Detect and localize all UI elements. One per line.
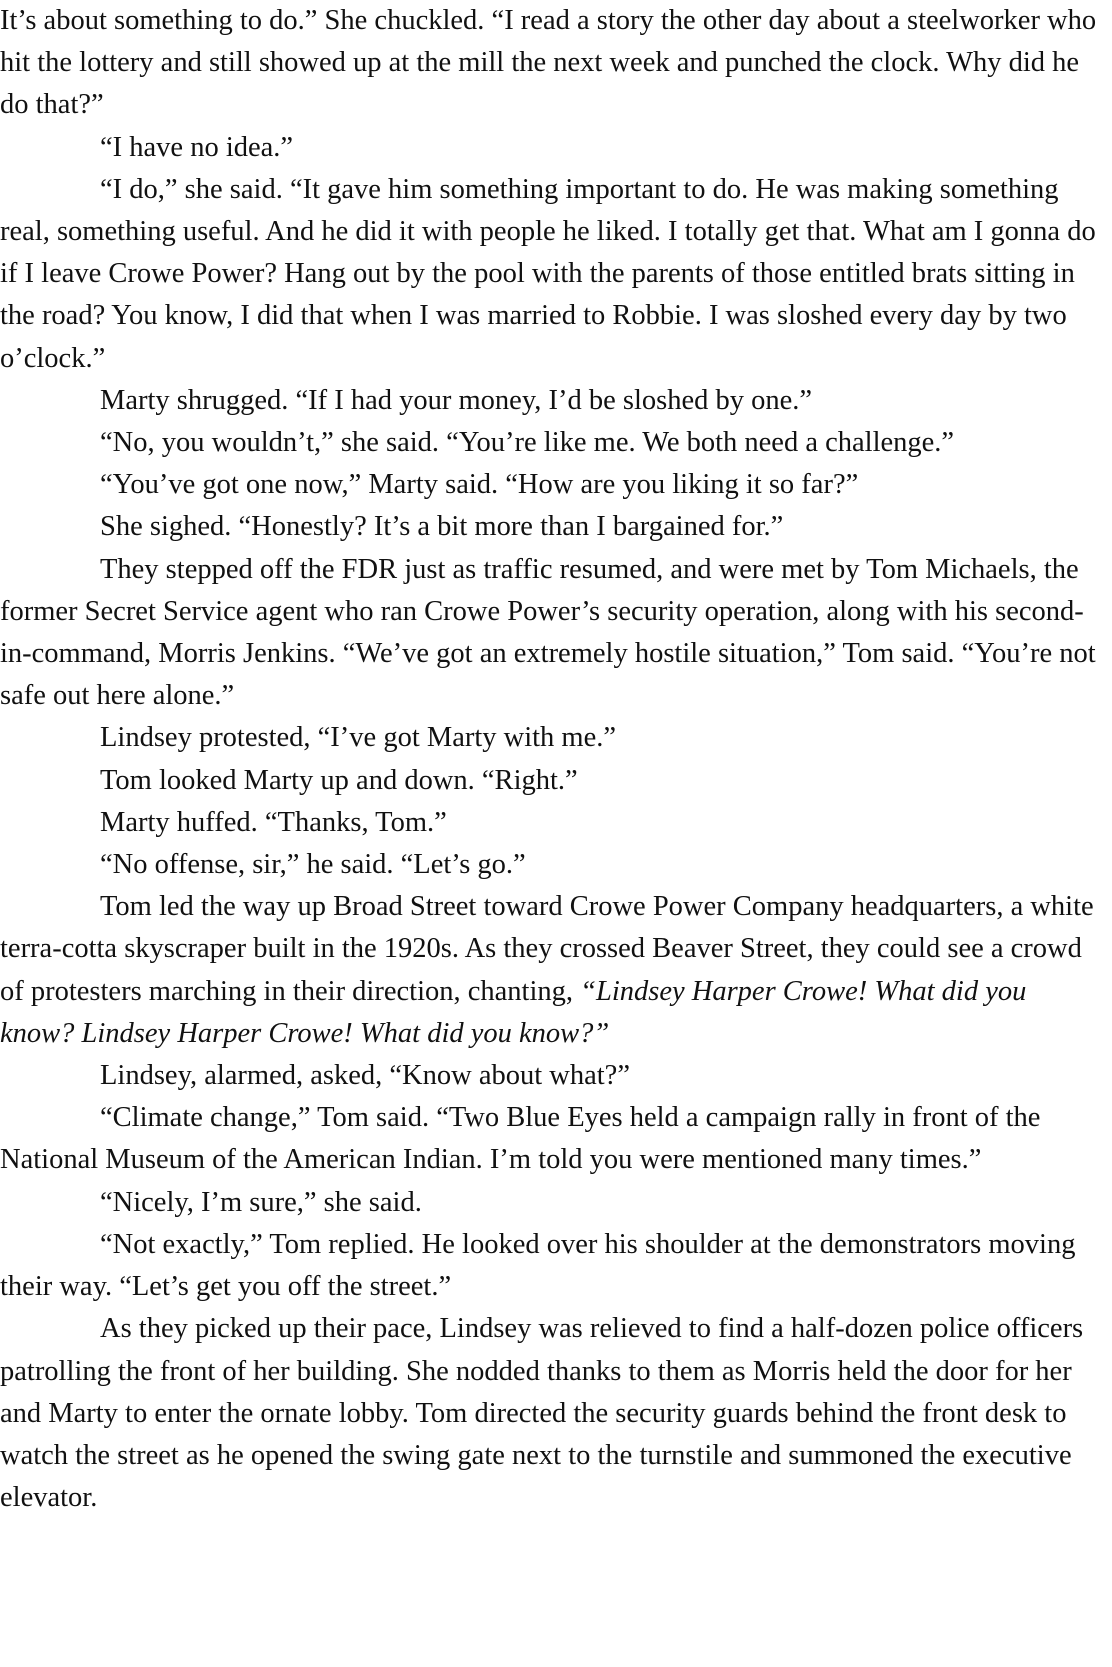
- text-segment: They stepped off the FDR just as traffic resumed, and were met by Tom Michaels, the former Secret Service agent who ran Crowe Power’s security operation, along with his second-in-command, Morris Jenkins. “We’ve got an extremely hostile situation,” Tom said. “You’re not safe out here alone.”: [0, 553, 1096, 712]
- paragraph: [0, 1224, 1100, 1308]
- text-segment: It’s about something to do.” She chuckled. “I read a story the other day about a steelworker who hit the lottery and still showed up at the mill the next week and punched the clock. Why did he do that?”: [0, 5, 1097, 121]
- text-segment: Marty shrugged. “If I had your money, I’d be sloshed by one.”: [100, 384, 813, 416]
- text-segment: Lindsey protested, “I’ve got Marty with me.”: [100, 722, 617, 754]
- paragraph: [0, 422, 1100, 464]
- paragraph: [0, 464, 1100, 506]
- paragraph: [0, 802, 1100, 844]
- italic-text-segment: “Lindsey Harper Crowe! What did you know? Lindsey Harper Crowe! What did you know?”: [0, 975, 1027, 1049]
- text-segment: “You’ve got one now,” Marty said. “How are you liking it so far?”: [100, 469, 859, 501]
- paragraph: [0, 886, 1100, 1055]
- paragraph: [0, 717, 1100, 759]
- text-segment: “No offense, sir,” he said. “Let’s go.”: [100, 849, 526, 881]
- text-segment: She sighed. “Honestly? It’s a bit more than I bargained for.”: [100, 511, 784, 543]
- text-segment: “I have no idea.”: [100, 131, 294, 163]
- paragraph: [0, 1182, 1100, 1224]
- paragraph: [0, 1308, 1100, 1519]
- text-segment: Tom led the way up Broad Street toward Crowe Power Company headquarters, a white terra-cotta skyscraper built in the 1920s. As they crossed Beaver Street, they could see a crowd of protesters marching in their direction, chanting,: [0, 891, 1094, 1007]
- text-segment: “No, you wouldn’t,” she said. “You’re like me. We both need a challenge.”: [100, 427, 955, 459]
- paragraph: [0, 380, 1100, 422]
- paragraph: [0, 169, 1100, 380]
- text-segment: Marty huffed. “Thanks, Tom.”: [100, 806, 447, 838]
- paragraph: [0, 1097, 1100, 1181]
- paragraph: [0, 1055, 1100, 1097]
- paragraph: [0, 760, 1100, 802]
- paragraph: [0, 549, 1100, 718]
- text-segment: Tom looked Marty up and down. “Right.”: [100, 764, 578, 796]
- text-segment: “I do,” she said. “It gave him something important to do. He was making something real, something useful. And he did it with people he liked. I totally get that. What am I gonna do if I leave Crowe Power? Hang out by the pool with the parents of those entitled brats sitting in the road? You know, I did that when I was married to Robbie. I was sloshed every day by two o’clock.”: [0, 173, 1096, 374]
- paragraph: [0, 844, 1100, 886]
- text-segment: “Climate change,” Tom said. “Two Blue Eyes held a campaign rally in front of the National Museum of the American Indian. I’m told you were mentioned many times.”: [0, 1102, 1041, 1176]
- paragraph: [0, 0, 1100, 127]
- paragraph: [0, 127, 1100, 169]
- text-segment: “Not exactly,” Tom replied. He looked over his shoulder at the demonstrators moving their way. “Let’s get you off the street.”: [0, 1228, 1076, 1303]
- text-segment: As they picked up their pace, Lindsey was relieved to find a half-dozen police officers patrolling the front of her building. She nodded thanks to them as Morris held the door for her and Marty to enter the ornate lobby. Tom directed the security guards behind the front desk to watch the street as he opened the swing gate next to the turnstile and summoned the executive elevator.: [0, 1313, 1084, 1514]
- text-segment: “Nicely, I’m sure,” she said.: [100, 1186, 422, 1218]
- paragraph: [0, 506, 1100, 548]
- text-segment: Lindsey, alarmed, asked, “Know about what?”: [100, 1060, 630, 1092]
